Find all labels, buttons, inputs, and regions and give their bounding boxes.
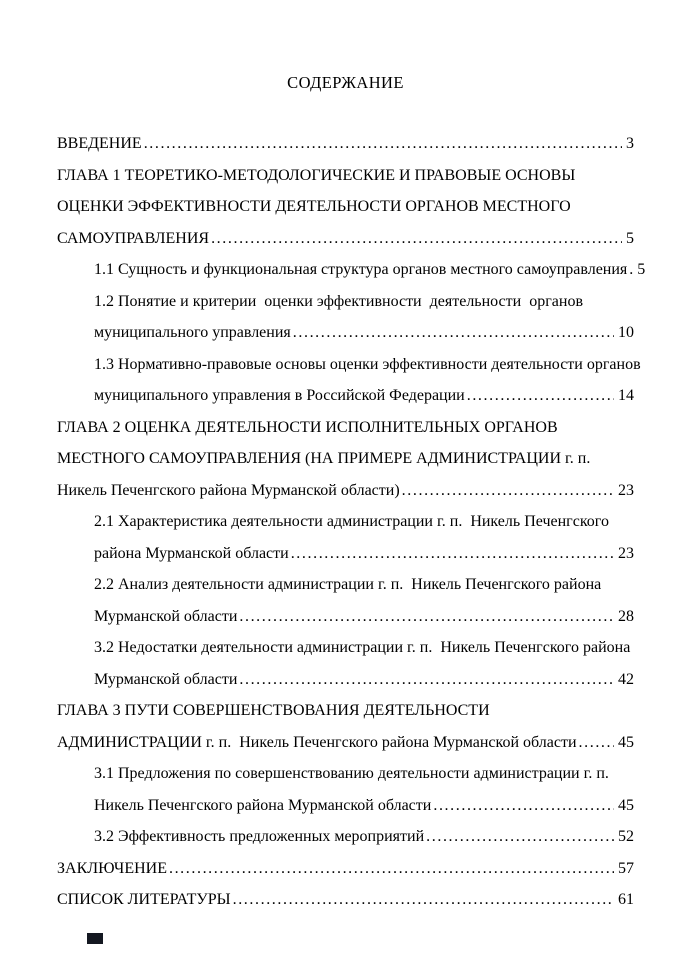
toc-line-text: 2.1 Характеристика деятельности администрации г. п. Никель Печенгского: [94, 513, 609, 530]
toc-entry: [57, 128, 634, 160]
toc-line-text: ЗАКЛЮЧЕНИЕ: [57, 859, 167, 877]
toc-line-text: Никель Печенгского района Мурманской области): [57, 481, 400, 499]
toc-entry-line: [57, 695, 634, 727]
toc-line-text: ВВЕДЕНИЕ: [57, 135, 142, 152]
toc-entry-line: [94, 632, 634, 664]
toc-line-text: 1.1 Сущность и функциональная структура органов местного самоуправления: [94, 261, 628, 278]
page-number: 42: [618, 670, 634, 688]
toc-entry-line: [94, 664, 634, 696]
toc-entry-line: [94, 601, 634, 633]
dot-leader: [211, 223, 622, 255]
toc-entry: [57, 758, 634, 821]
toc-entry: [57, 160, 634, 255]
toc-line-text: Никель Печенгского района Мурманской области: [94, 796, 432, 814]
toc-entry-line: [57, 412, 634, 444]
toc-entry: [57, 853, 634, 885]
toc-line-text: ГЛАВА 3 ПУТИ СОВЕРШЕНСТВОВАНИЯ ДЕЯТЕЛЬНОСТИ: [57, 702, 490, 719]
toc-line-text: 1.3 Нормативно-правовые основы оценки эффективности деятельности органов: [94, 355, 641, 373]
toc-line-text: 1.2 Понятие и критерии оценки эффективности деятельности органов: [94, 292, 583, 310]
dot-leader: [233, 884, 614, 916]
toc-line-text: Мурманской области: [94, 670, 238, 688]
toc-entry: [57, 821, 634, 853]
toc-entry: [57, 286, 634, 349]
toc-line-text: СПИСОК ЛИТЕРАТУРЫ: [57, 891, 231, 908]
toc-line-text: муниципального управления в Российской Федерации: [94, 387, 465, 404]
dot-leader: [239, 601, 614, 633]
toc-line-text: 3.1 Предложения по совершенствованию деятельности администрации г. п.: [94, 765, 609, 782]
toc-entry-line: [94, 569, 634, 601]
toc-entry: [57, 349, 641, 412]
toc-entry-line: [94, 758, 634, 790]
toc-entry: [57, 412, 634, 507]
toc-line-text: САМОУПРАВЛЕНИЯ: [57, 229, 210, 247]
page-number: 14: [618, 387, 634, 404]
toc-line-text: ГЛАВА 2 ОЦЕНКА ДЕЯТЕЛЬНОСТИ ИСПОЛНИТЕЛЬНЫХ ОРГАНОВ: [57, 418, 558, 436]
page-number: 45: [618, 796, 634, 814]
toc-entry-line: [57, 853, 634, 885]
toc-entry: [57, 506, 634, 569]
toc-line-text: АДМИНИСТРАЦИИ г. п. Никель Печенгского района Мурманской области: [57, 733, 577, 751]
page-number: 57: [618, 859, 634, 877]
toc-entry-line: [94, 821, 634, 853]
dot-leader: [629, 254, 633, 286]
dot-leader: [402, 475, 614, 507]
page-number: 52: [618, 828, 634, 845]
toc-entry-line: [57, 475, 634, 507]
toc-line-text: 2.2 Анализ деятельности администрации г. п. Никель Печенгского района: [94, 576, 602, 593]
toc-entry-line: [57, 128, 634, 160]
toc-line-text: 3.2 Недостатки деятельности администрации г. п. Никель Печенгского района: [94, 639, 631, 656]
toc-entry: [57, 254, 646, 286]
page-title: СОДЕРЖАНИЕ: [287, 73, 404, 92]
dot-leader: [579, 727, 614, 759]
toc-line-text: района Мурманской области: [94, 544, 289, 562]
toc-line-text: ОЦЕНКИ ЭФФЕКТИВНОСТИ ДЕЯТЕЛЬНОСТИ ОРГАНОВ МЕСТНОГО: [57, 198, 571, 215]
page-number: 23: [618, 481, 634, 499]
dot-leader: [239, 664, 614, 696]
dot-leader: [291, 538, 614, 570]
toc-entry-line: [94, 317, 634, 349]
dot-leader: [467, 380, 614, 412]
toc-entry-line: [94, 349, 641, 381]
table-of-contents: [57, 128, 646, 916]
toc-entry-line: [57, 160, 634, 192]
page-number: 3: [626, 135, 634, 152]
toc-line-text: 3.2 Эффективность предложенных мероприятий: [94, 828, 425, 845]
toc-entry-line: [57, 223, 634, 255]
toc-entry-line: [94, 286, 634, 318]
page-number: 45: [618, 733, 634, 751]
toc-entry-line: [57, 727, 634, 759]
toc-entry-line: [57, 884, 634, 916]
dot-leader: [169, 853, 614, 885]
page-number: 5: [626, 229, 634, 247]
toc-line-text: Мурманской области: [94, 607, 238, 625]
toc-entry: [57, 695, 634, 758]
toc-entry-line: [57, 191, 634, 223]
toc-entry-line: [94, 538, 634, 570]
toc-line-text: МЕСТНОГО САМОУПРАВЛЕНИЯ (НА ПРИМЕРЕ АДМИНИСТРАЦИИ г. п.: [57, 450, 591, 467]
footer-artifact: [87, 933, 103, 944]
page-number: 5: [637, 261, 646, 278]
toc-entry-line: [94, 380, 634, 412]
toc-entry-line: [94, 254, 646, 286]
toc-entry-line: [94, 506, 634, 538]
toc-entry: [57, 569, 634, 632]
page-number: 28: [618, 607, 634, 625]
toc-entry: [57, 632, 634, 695]
toc-entry-line: [57, 443, 634, 475]
toc-entry: [57, 884, 634, 916]
toc-entry-line: [94, 790, 634, 822]
dot-leader: [144, 128, 622, 160]
toc-line-text: ГЛАВА 1 ТЕОРЕТИКО-МЕТОДОЛОГИЧЕСКИЕ И ПРАВОВЫЕ ОСНОВЫ: [57, 166, 576, 184]
page-number: 61: [618, 891, 634, 908]
toc-line-text: муниципального управления: [94, 324, 291, 341]
dot-leader: [293, 317, 614, 349]
dot-leader: [426, 821, 614, 853]
page-number: 10: [618, 324, 634, 341]
dot-leader: [433, 790, 614, 822]
page-number: 23: [618, 544, 634, 562]
